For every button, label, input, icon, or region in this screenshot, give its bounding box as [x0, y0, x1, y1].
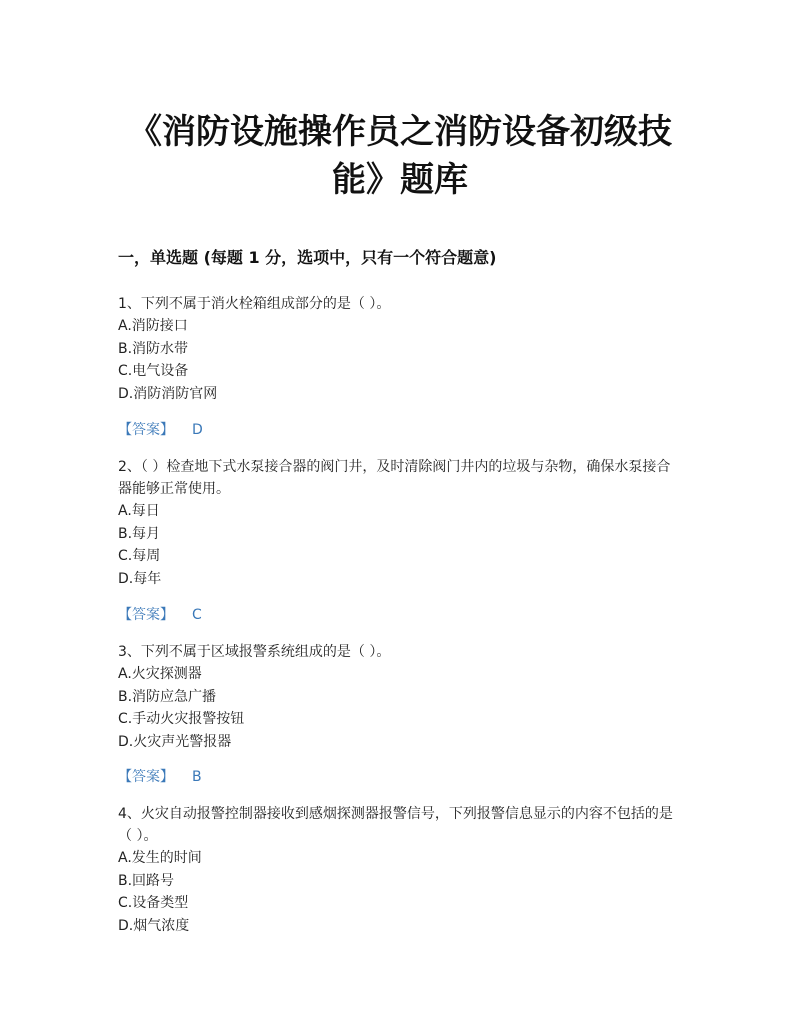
answer-value: D [192, 422, 203, 438]
option-c: C.设备类型 [118, 895, 189, 911]
option-b: B.消防水带 [118, 340, 189, 357]
option-d: D.烟气浓度 [118, 917, 190, 934]
question-3 [118, 641, 683, 753]
question-stem: 4、火灾自动报警控制器接收到感烟探测器报警信号，下列报警信息显示的内容不包括的是（ ）。 [118, 806, 673, 844]
option-c: C.手动火灾报警按钮 [118, 711, 245, 727]
document-title: 《消防设施操作员之消防设备初级技能》题库 [128, 112, 672, 200]
answer-2 [118, 604, 202, 626]
answer-3 [118, 766, 202, 788]
question-2 [118, 456, 683, 590]
option-c: C.电气设备 [118, 363, 189, 379]
question-1 [118, 293, 683, 405]
question-stem: 1、下列不属于消火栓箱组成部分的是（ ）。 [118, 296, 391, 312]
option-d: D.消防消防官网 [118, 385, 218, 402]
option-a: A.消防接口 [118, 318, 188, 334]
answer-label: 【答案】 [118, 769, 174, 785]
option-b: B.回路号 [118, 872, 175, 889]
answer-value: C [192, 607, 202, 623]
question-stem: 2、（ ）检查地下式水泵接合器的阀门井，及时清除阀门井内的垃圾与杂物，确保水泵接合器能够正常使用。 [118, 459, 671, 497]
option-b: B.消防应急广播 [118, 688, 217, 705]
option-b: B.每月 [118, 525, 161, 542]
question-stem: 3、下列不属于区域报警系统组成的是（ ）。 [118, 644, 391, 660]
option-d: D.每年 [118, 570, 162, 587]
answer-value: B [192, 769, 202, 785]
answer-label: 【答案】 [118, 607, 174, 623]
question-4 [118, 803, 683, 937]
section-heading: 一，单选题 (每题 1 分，选项中，只有一个符合题意) [118, 248, 497, 267]
answer-label: 【答案】 [118, 422, 174, 438]
answer-1 [118, 419, 203, 441]
option-a: A.每日 [118, 503, 160, 519]
option-a: A.发生的时间 [118, 850, 202, 866]
option-a: A.火灾探测器 [118, 666, 202, 682]
option-c: C.每周 [118, 548, 161, 564]
option-d: D.火灾声光警报器 [118, 733, 232, 750]
